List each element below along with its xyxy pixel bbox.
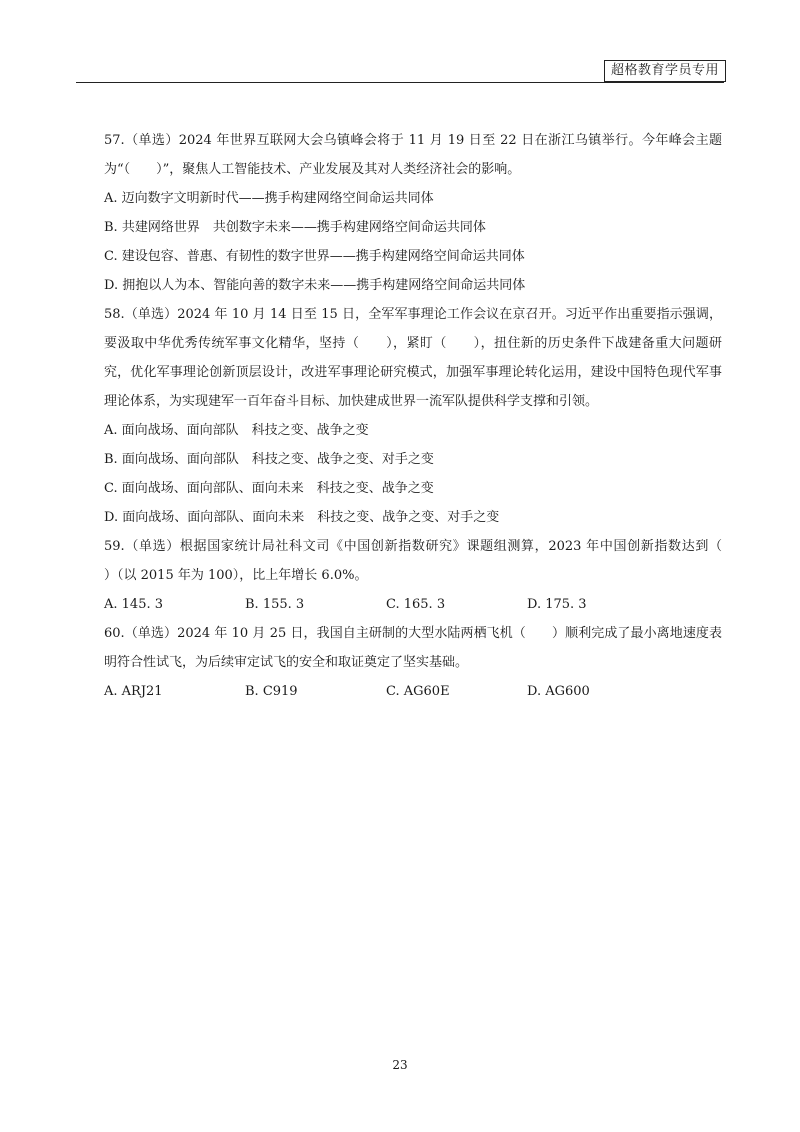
option-d: D. 拥抱以人为本、智能向善的数字未来——携手构建网络空间命运共同体 — [104, 278, 526, 293]
options-row — [104, 590, 722, 619]
option-a: A. 145. 3 — [104, 597, 164, 612]
option-b: B. 面向战场、面向部队 科技之变、战争之变、对手之变 — [104, 452, 434, 467]
option-d: D. 面向战场、面向部队、面向未来 科技之变、战争之变、对手之变 — [104, 510, 500, 525]
option-a: A. 迈向数字文明新时代——携手构建网络空间命运共同体 — [104, 191, 434, 206]
option-d: D. 175. 3 — [527, 597, 587, 612]
page-number: 23 — [392, 1058, 408, 1072]
question-list — [104, 126, 749, 706]
question-59 — [104, 532, 749, 619]
option-b: B. 共建网络世界 共创数字未来——携手构建网络空间命运共同体 — [104, 220, 486, 235]
question-stem: 58.（单选）2024 年 10 月 14 日至 15 日，全军军事理论工作会议在京召开。习近平作出重要指示强调，要汲取中华优秀传统军事文化精华，坚持（ ），紧盯（ ），扭住新的历史条件下战建备重大问题研究，优化军事理论创新顶层设计，改进军事理论研究模式，加强军事理论转化运用，建设中国特色现代军事理论体系，为实现建军一百年奋斗目标、加快建成世界一流军队提供科学支撑和引领。 — [104, 307, 722, 409]
header-badge: 超格教育学员专用 — [604, 60, 726, 82]
option-c: C. 165. 3 — [386, 597, 446, 612]
question-58 — [104, 300, 722, 532]
question-57 — [104, 126, 722, 300]
question-stem: 60.（单选）2024 年 10 月 25 日，我国自主研制的大型水陆两栖飞机（ ）顺利完成了最小离地速度表明符合性试飞，为后续审定试飞的安全和取证奠定了坚实基础。 — [104, 626, 722, 670]
option-b: B. C919 — [245, 684, 298, 699]
header-rule — [76, 82, 724, 83]
option-d: D. AG600 — [527, 684, 590, 699]
question-60 — [104, 619, 722, 706]
option-c: C. AG60E — [386, 684, 450, 699]
option-c: C. 面向战场、面向部队、面向未来 科技之变、战争之变 — [104, 481, 434, 496]
question-stem: 59.（单选）根据国家统计局社科文司《中国创新指数研究》课题组测算，2023 年中国创新指数达到（ ）（以 2015 年为 100），比上年增长 6.0%。 — [104, 539, 749, 583]
option-a: A. 面向战场、面向部队 科技之变、战争之变 — [104, 423, 369, 438]
option-b: B. 155. 3 — [245, 597, 305, 612]
options-row — [104, 677, 722, 706]
question-stem: 57.（单选）2024 年世界互联网大会乌镇峰会将于 11 月 19 日至 22 日在浙江乌镇举行。今年峰会主题为“（ ）”，聚焦人工智能技术、产业发展及其对人类经济社会的影响。 — [104, 133, 722, 177]
option-a: A. ARJ21 — [104, 684, 163, 699]
option-c: C. 建设包容、普惠、有韧性的数字世界——携手构建网络空间命运共同体 — [104, 249, 525, 264]
